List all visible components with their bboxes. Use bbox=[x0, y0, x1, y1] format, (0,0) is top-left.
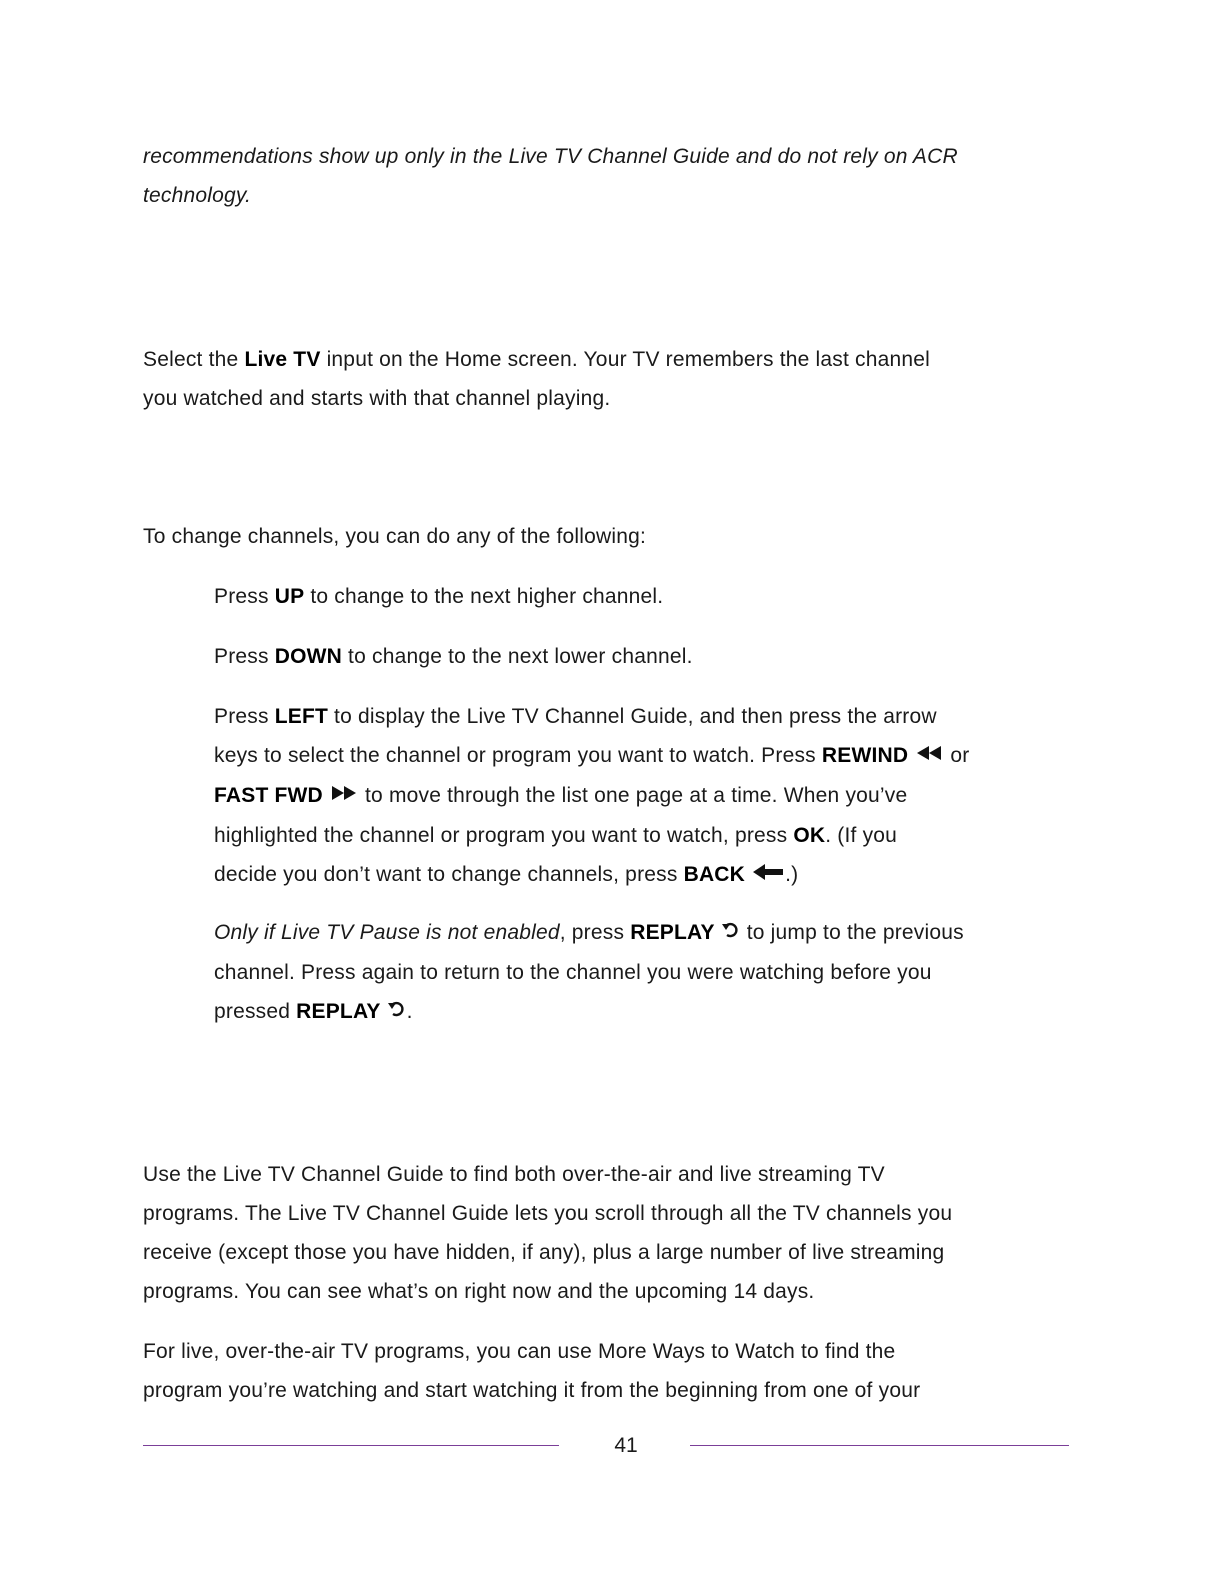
left-pre: Press bbox=[214, 705, 275, 728]
guide-line-4: programs. You can see what’s on right now and the upcoming 14 days. bbox=[143, 1280, 815, 1303]
left-text-5: highlighted the channel or program you want to watch, press bbox=[214, 823, 794, 847]
up-post: to change to the next higher channel. bbox=[304, 585, 664, 608]
fast-fwd-key: FAST FWD bbox=[214, 783, 323, 807]
list-item-replay bbox=[214, 913, 1074, 1032]
list-item-up bbox=[214, 577, 1074, 616]
down-key: DOWN bbox=[274, 645, 343, 668]
back-arrow-icon bbox=[751, 856, 785, 895]
left-text-6: . (If you bbox=[825, 823, 898, 847]
rewind-icon bbox=[914, 737, 944, 776]
down-pre: Press bbox=[214, 645, 275, 668]
guide-paragraph bbox=[143, 1155, 1073, 1311]
live-tv-keyword: Live TV bbox=[244, 348, 321, 371]
left-key: LEFT bbox=[274, 705, 329, 728]
replay-icon bbox=[721, 914, 741, 953]
up-pre: Press bbox=[214, 585, 275, 608]
select-line-2: you watched and starts with that channel playing. bbox=[143, 387, 611, 410]
more-ways-paragraph bbox=[143, 1332, 1073, 1410]
guide-line-3: receive (except those you have hidden, if any), plus a large number of live streaming bbox=[143, 1241, 945, 1264]
guide-line-2: programs. The Live TV Channel Guide lets you scroll through all the TV channels you bbox=[143, 1202, 953, 1225]
page-number: 41 bbox=[614, 1434, 638, 1457]
replay-text-2: to jump to the previous bbox=[740, 921, 964, 944]
footer-rule-right bbox=[690, 1445, 1069, 1446]
footer-rule-left bbox=[143, 1445, 559, 1446]
left-text-3: or bbox=[944, 744, 970, 767]
replay-text-4: pressed bbox=[214, 999, 297, 1023]
replay-key: REPLAY bbox=[630, 921, 715, 944]
guide-line-1: Use the Live TV Channel Guide to find both over-the-air and live streaming TV bbox=[143, 1163, 885, 1186]
change-lead-text: To change channels, you can do any of the following: bbox=[143, 525, 647, 548]
replay-italic: Only if Live TV Pause is not enabled bbox=[214, 921, 560, 944]
left-text-2: keys to select the channel or program you want to watch. Press bbox=[214, 744, 822, 767]
change-channels-lead bbox=[143, 517, 1073, 556]
replay-text-3: channel. Press again to return to the channel you were watching before you bbox=[214, 960, 932, 984]
up-key: UP bbox=[274, 585, 305, 608]
back-key: BACK bbox=[683, 862, 746, 886]
more-line-1: For live, over-the-air TV programs, you can use More Ways to Watch to find the bbox=[143, 1340, 896, 1363]
intro-paragraph bbox=[143, 137, 1073, 215]
more-line-2: program you’re watching and start watching it from the beginning from one of your bbox=[143, 1379, 921, 1402]
left-text-7: decide you don’t want to change channels, press bbox=[214, 862, 684, 886]
replay-icon bbox=[387, 993, 407, 1032]
intro-line-2: technology. bbox=[143, 184, 252, 207]
left-text-8: .) bbox=[785, 862, 799, 886]
left-text-1: to display the Live TV Channel Guide, and then press the arrow bbox=[328, 705, 937, 728]
replay-text-5: . bbox=[406, 999, 413, 1023]
select-text-post: input on the Home screen. Your TV remembers the last channel bbox=[320, 348, 931, 371]
replay-key-2: REPLAY bbox=[296, 999, 381, 1023]
select-text-pre: Select the bbox=[143, 348, 245, 371]
down-post: to change to the next lower channel. bbox=[342, 645, 693, 668]
intro-line-1: recommendations show up only in the Live TV Channel Guide and do not rely on ACR bbox=[143, 145, 958, 168]
fast-forward-icon bbox=[329, 777, 359, 816]
ok-key: OK bbox=[793, 823, 826, 847]
left-text-4: to move through the list one page at a time. When you’ve bbox=[358, 783, 908, 807]
rewind-key: REWIND bbox=[821, 744, 909, 767]
list-item-down bbox=[214, 637, 1074, 676]
replay-text-1: , press bbox=[559, 921, 631, 944]
select-live-tv-paragraph bbox=[143, 340, 1073, 418]
list-item-left bbox=[214, 697, 1074, 895]
